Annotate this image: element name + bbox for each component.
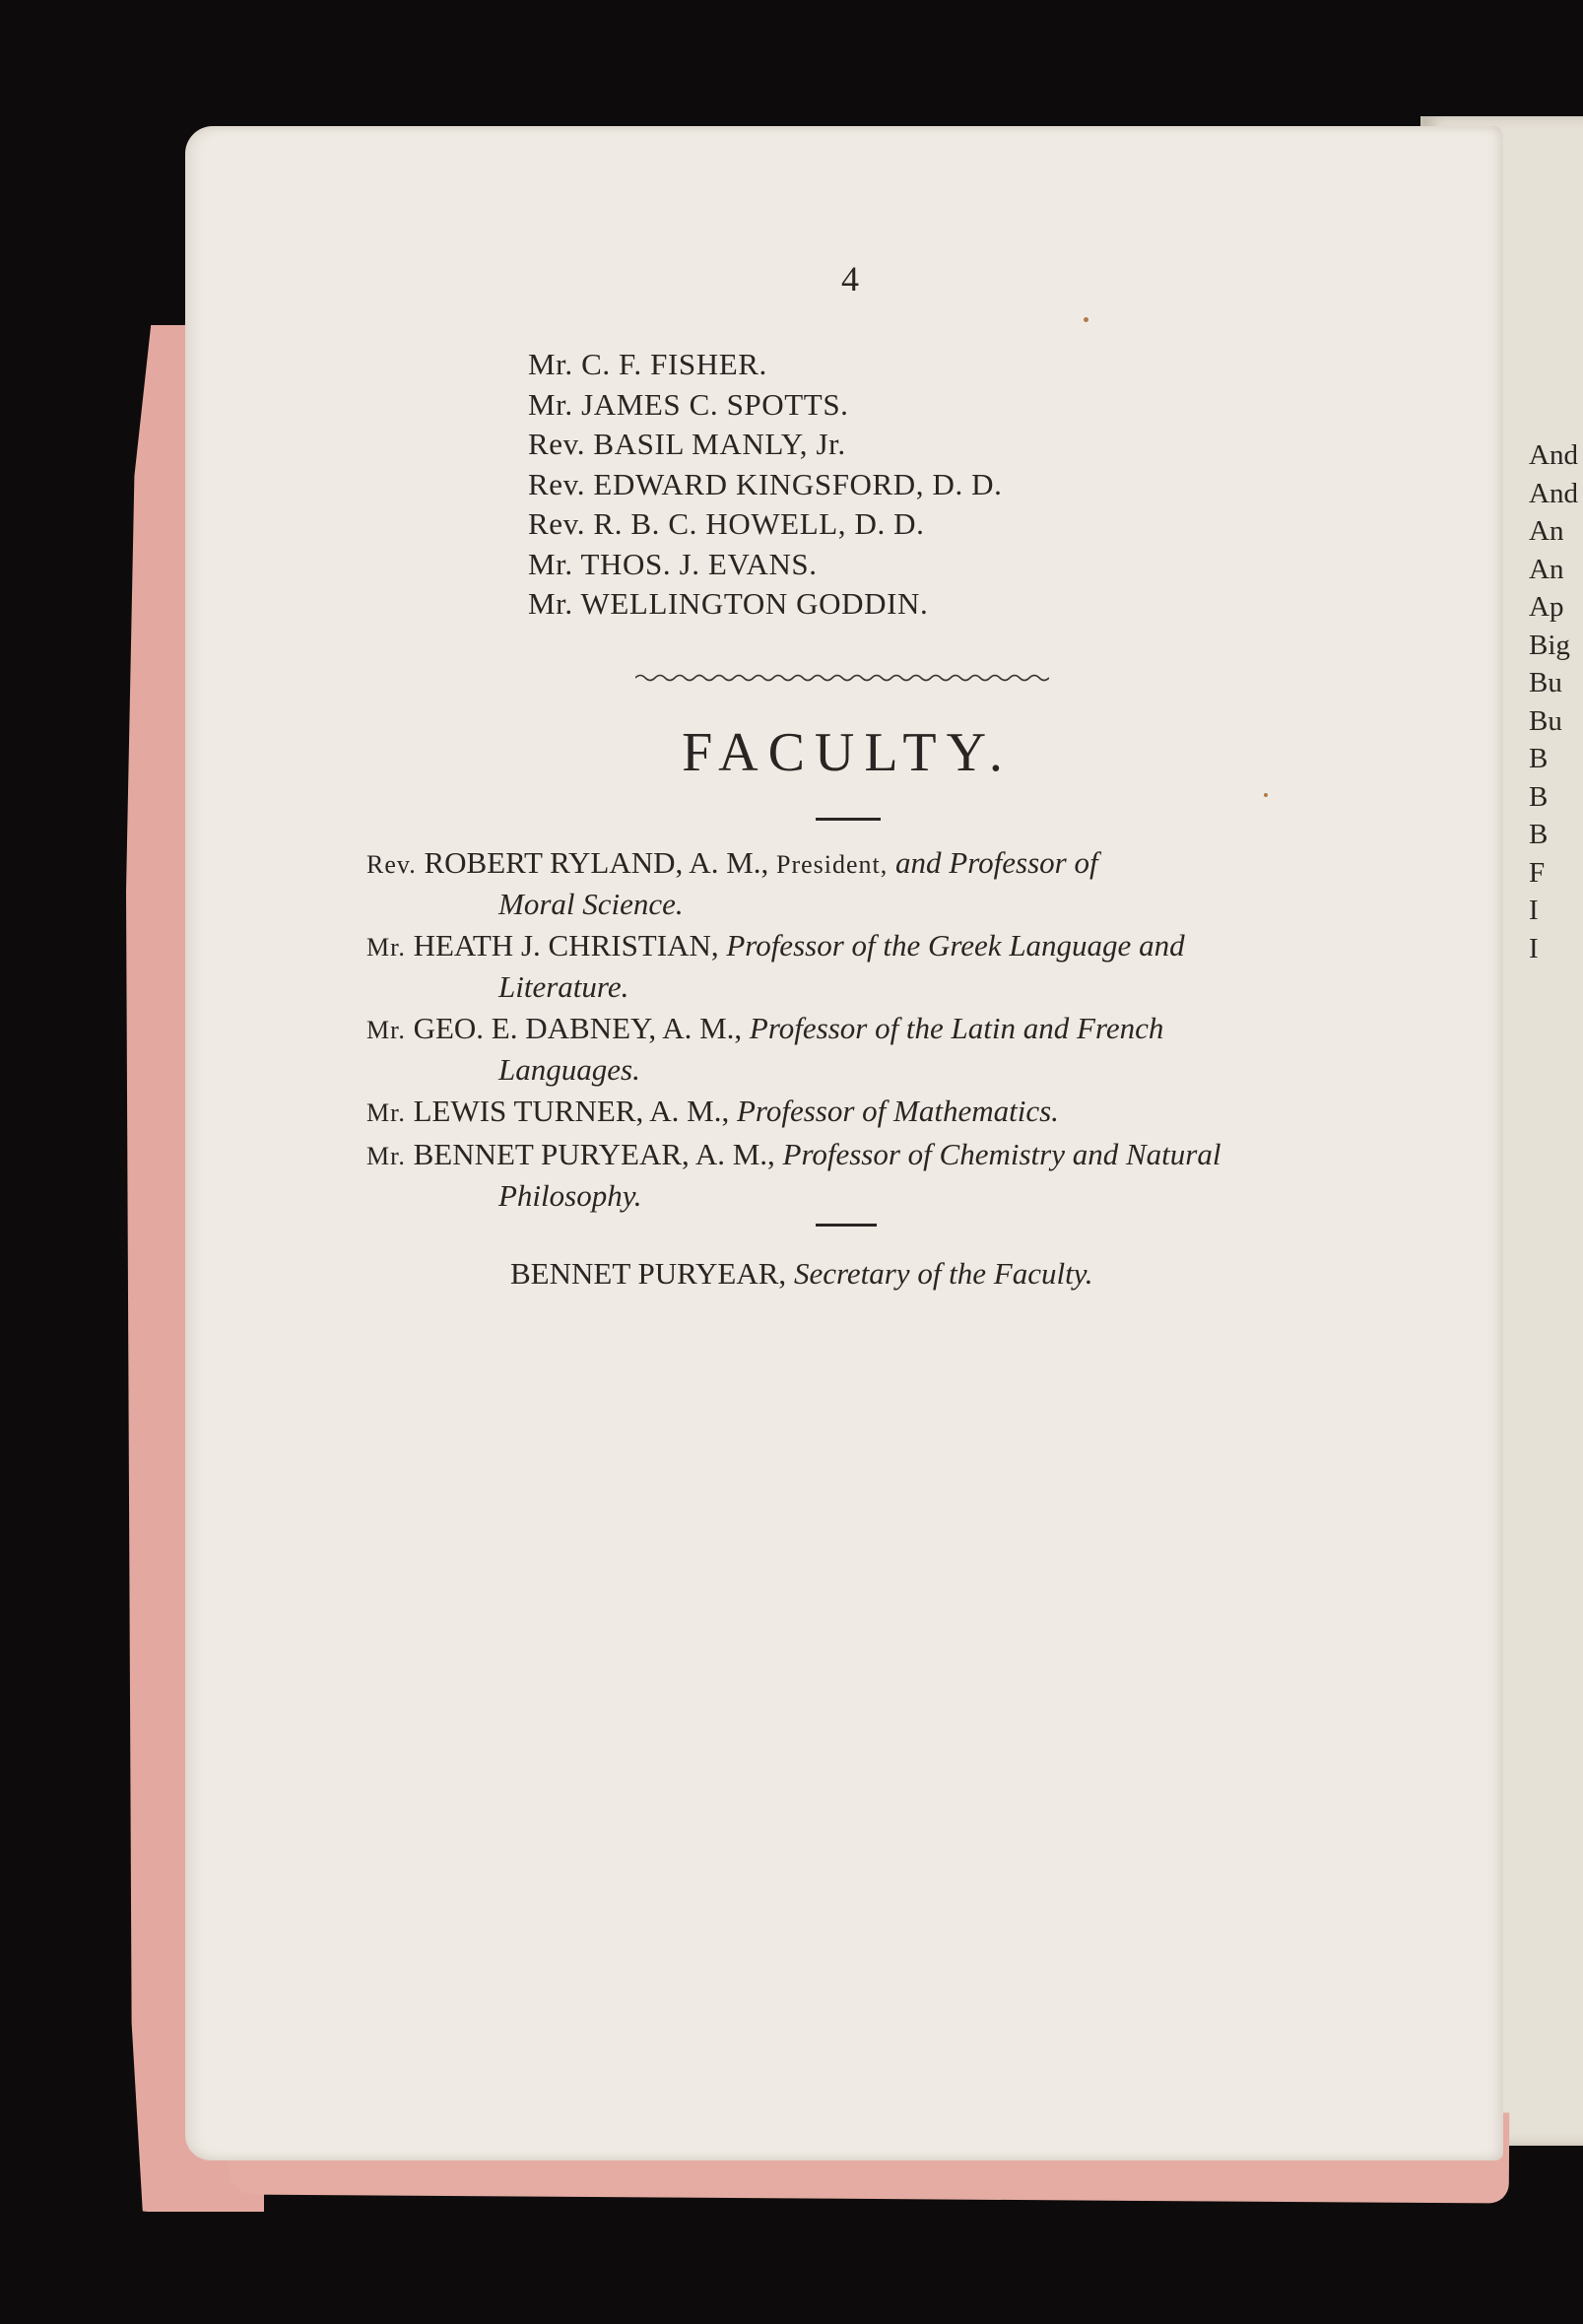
trustee-entry: Mr. C. F. FISHER.	[528, 347, 767, 381]
facing-word: F	[1529, 856, 1546, 889]
trustee-entry: Rev. EDWARD KINGSFORD, D. D.	[528, 466, 1003, 501]
facing-word: Bu	[1529, 704, 1562, 737]
facing-word: And	[1529, 439, 1578, 471]
faculty-office: President,	[776, 850, 889, 879]
facing-word: I	[1529, 895, 1539, 926]
faculty-heading: FACULTY.	[682, 722, 1013, 783]
facing-word: Big	[1529, 629, 1570, 661]
facing-word: And	[1529, 477, 1578, 509]
secretary-name: BENNET PURYEAR,	[510, 1256, 794, 1291]
facing-word: I	[1529, 932, 1539, 964]
trustee-entry: Rev. BASIL MANLY, Jr.	[528, 427, 846, 461]
faculty-role: Professor of the Greek Language and	[726, 928, 1185, 963]
facing-word: An	[1529, 515, 1564, 547]
faculty-role-continued: Moral Science.	[498, 887, 684, 921]
faculty-name: LEWIS TURNER, A. M.,	[413, 1094, 737, 1128]
foxing-spot	[1264, 793, 1268, 797]
facing-word: Bu	[1529, 667, 1562, 698]
foxing-spot	[1084, 317, 1088, 322]
faculty-entry	[366, 1009, 1332, 1090]
faculty-name: HEATH J. CHRISTIAN,	[413, 928, 727, 963]
faculty-role: and Professor of	[888, 845, 1098, 880]
short-rule	[816, 1224, 877, 1227]
faculty-role: Professor of Mathematics.	[736, 1094, 1059, 1128]
facing-page-text	[1529, 436, 1583, 967]
facing-word: Ap	[1529, 591, 1564, 623]
faculty-role: Professor of Chemistry and Natural	[782, 1137, 1221, 1171]
secretary-role: Secretary of the Faculty.	[793, 1256, 1093, 1291]
wavy-divider	[635, 671, 1049, 685]
trustee-entry: Rev. R. B. C. HOWELL, D. D.	[528, 506, 925, 541]
secretary-line	[510, 1256, 1259, 1292]
faculty-name: BENNET PURYEAR, A. M.,	[413, 1137, 783, 1171]
facing-word: B	[1529, 819, 1549, 850]
faculty-entry	[366, 926, 1332, 1007]
faculty-entry	[366, 1092, 1332, 1133]
faculty-title: Mr.	[366, 1142, 406, 1170]
facing-word: An	[1529, 553, 1564, 585]
faculty-role-continued: Philosophy.	[498, 1178, 642, 1213]
trustee-entry: Mr. WELLINGTON GODDIN.	[528, 586, 929, 621]
faculty-role-continued: Languages.	[498, 1052, 640, 1087]
facing-word: B	[1529, 743, 1549, 774]
short-rule	[816, 818, 881, 821]
faculty-role-continued: Literature.	[498, 969, 629, 1004]
faculty-title: Mr.	[366, 1098, 406, 1127]
facing-word: B	[1529, 780, 1549, 813]
faculty-title: Mr.	[366, 933, 406, 962]
page-number: 4	[841, 259, 859, 299]
faculty-name: GEO. E. DABNEY, A. M.,	[413, 1011, 750, 1045]
faculty-title: Mr.	[366, 1016, 406, 1044]
trustee-entry: Mr. JAMES C. SPOTTS.	[528, 386, 849, 422]
faculty-list	[366, 843, 1332, 1218]
trustee-list	[528, 345, 1218, 625]
faculty-entry	[366, 843, 1332, 924]
faculty-entry	[366, 1135, 1332, 1216]
faculty-title: Rev.	[366, 850, 417, 879]
faculty-name: ROBERT RYLAND, A. M.,	[424, 845, 777, 880]
trustee-entry: Mr. THOS. J. EVANS.	[528, 546, 818, 581]
faculty-role: Professor of the Latin and French	[749, 1011, 1164, 1045]
